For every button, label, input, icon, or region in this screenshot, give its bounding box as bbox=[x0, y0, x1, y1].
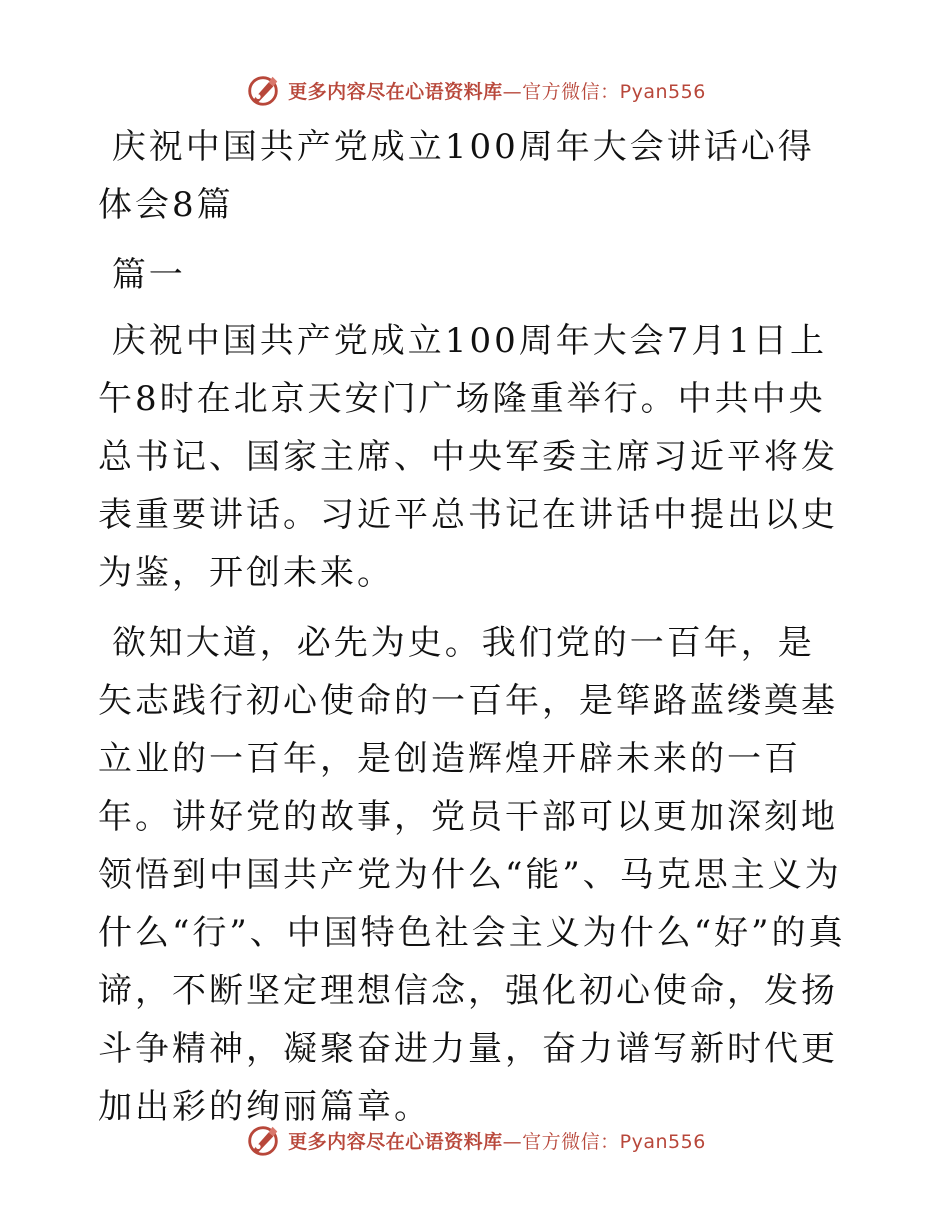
banner-main-text: 更多内容尽在心语资料库 bbox=[288, 80, 503, 103]
paragraph-1: 庆祝中国共产党成立100周年大会7月1日上午8时在北京天安门广场隆重举行。中共中央总书记、国家主席、中央军委主席习近平将发表重要讲话。习近平总书记在讲话中提出以史为鉴，开创未来。 bbox=[98, 321, 838, 593]
banner-main-text: 更多内容尽在心语资料库 bbox=[288, 1130, 503, 1153]
section-heading: 篇一 bbox=[98, 255, 186, 295]
header-banner bbox=[0, 70, 950, 110]
banner-wechat-text: —官方微信：Pyan556 bbox=[502, 1130, 706, 1153]
pen-logo-icon bbox=[244, 1121, 282, 1159]
document-title: 庆祝中国共产党成立100周年大会讲话心得体会8篇 bbox=[98, 127, 815, 225]
paragraph-2: 欲知大道，必先为史。我们党的一百年，是矢志践行初心使命的一百年，是筚路蓝缕奠基立业的一百年，是创造辉煌开辟未来的一百年。讲好党的故事，党员干部可以更加深刻地领悟到中国共产党为什么“能”、马克思主义为什么“行”、中国特色社会主义为什么“好”的真谛，不断坚定理想信念，强化初心使命，发扬斗争精神，凝聚奋进力量，奋力谱写新时代更加出彩的绚丽篇章。 bbox=[98, 623, 846, 1127]
pen-logo-icon bbox=[244, 71, 282, 109]
banner-wechat-text: —官方微信：Pyan556 bbox=[502, 80, 706, 103]
document-body bbox=[98, 118, 848, 1136]
footer-banner bbox=[0, 1120, 950, 1160]
